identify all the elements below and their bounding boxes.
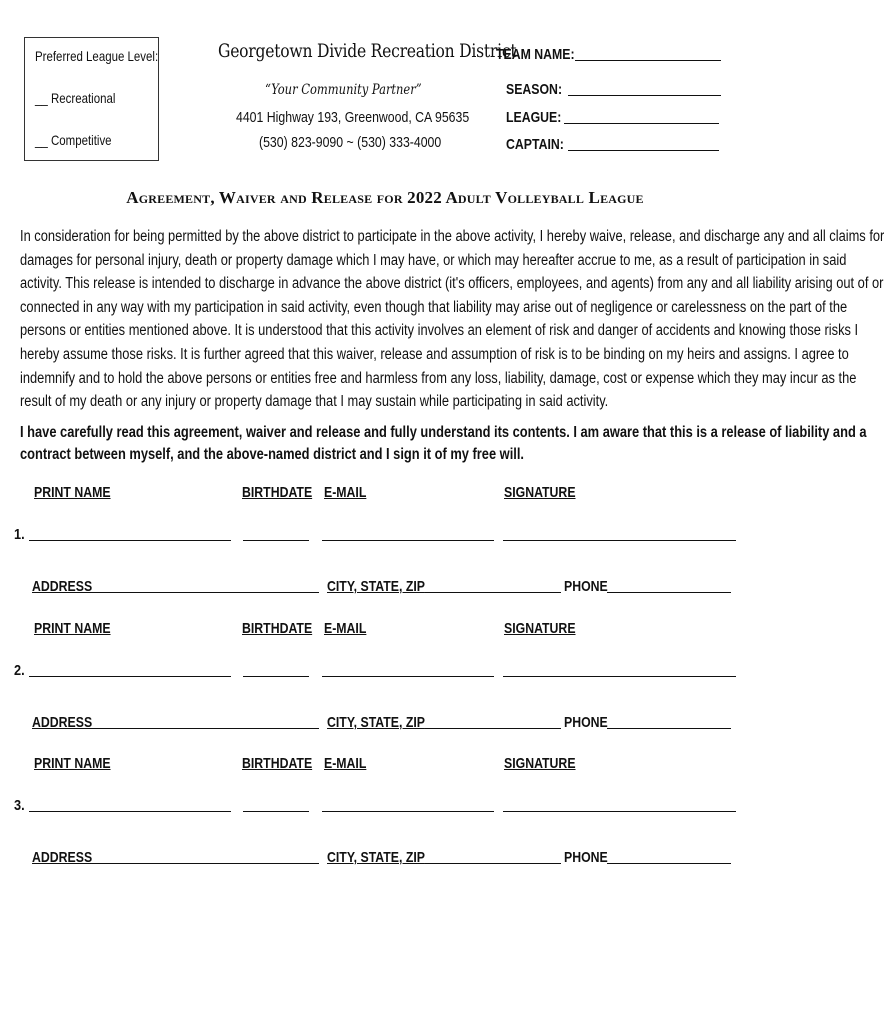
league-field[interactable] xyxy=(496,106,726,126)
league-line[interactable] xyxy=(564,123,719,124)
signature-header: SIGNATURE xyxy=(504,484,576,501)
league-level-title: Preferred League Level: xyxy=(35,48,159,64)
body-line: result of my death or any injury or property damage that I may sustain while participating in said activity. xyxy=(20,393,609,411)
entry-number: 3. xyxy=(14,797,25,814)
league-level-competitive-option[interactable]: __ Competitive xyxy=(35,132,112,148)
phone-line[interactable] xyxy=(607,863,731,864)
address-label: ADDRESS xyxy=(32,714,93,731)
org-phones: (530) 823-9090 ~ (530) 333-4000 xyxy=(259,134,442,151)
birthdate-line[interactable] xyxy=(243,540,309,541)
signature-line[interactable] xyxy=(503,676,736,677)
birthdate-header: BIRTHDATE xyxy=(242,755,313,772)
print-name-header: PRINT NAME xyxy=(34,755,111,772)
birthdate-line[interactable] xyxy=(243,676,309,677)
city-state-zip-line[interactable] xyxy=(425,592,561,593)
body-line: persons or entities mentioned above. It is understood that this activity involves an element of risk and danger of accidents and knowing those risks I xyxy=(20,322,859,340)
address-line[interactable] xyxy=(87,728,319,729)
body-line: connected in any way with my participation in said activity, even though that liability may arise out of negligence or carelessness on the part of the xyxy=(20,298,848,316)
email-header: E-MAIL xyxy=(324,620,367,637)
city-state-zip-line[interactable] xyxy=(425,728,561,729)
phone-label: PHONE xyxy=(564,714,608,731)
signature-line[interactable] xyxy=(503,811,736,812)
signature-line[interactable] xyxy=(503,540,736,541)
email-header: E-MAIL xyxy=(324,484,367,501)
entry-number: 1. xyxy=(14,526,25,543)
league-level-recreational-option[interactable]: __ Recreational xyxy=(35,90,116,106)
season-line[interactable] xyxy=(568,95,721,96)
team-name-line[interactable] xyxy=(575,60,721,61)
phone-line[interactable] xyxy=(607,728,731,729)
org-name: Georgetown Divide Recreation District xyxy=(218,40,517,62)
league-level-box xyxy=(24,37,159,161)
league-label: LEAGUE: xyxy=(506,109,562,126)
captain-field[interactable] xyxy=(496,133,726,153)
print-name-line[interactable] xyxy=(29,540,231,541)
signature-header: SIGNATURE xyxy=(504,620,576,637)
print-name-line[interactable] xyxy=(29,811,231,812)
address-label: ADDRESS xyxy=(32,578,93,595)
body-line: In consideration for being permitted by the above district to participate in the above activity, I hereby waive, release, and discharge any and all claims for xyxy=(20,228,884,245)
birthdate-line[interactable] xyxy=(243,811,309,812)
city-state-zip-label: CITY, STATE, ZIP xyxy=(327,714,425,731)
body-line: indemnify and to hold the above persons or entities free and harmless from any loss, liability, damage, cost or expense which they may incur as the xyxy=(20,369,857,387)
email-header: E-MAIL xyxy=(324,755,367,772)
print-name-header: PRINT NAME xyxy=(34,484,111,501)
phone-label: PHONE xyxy=(564,578,608,595)
captain-label: CAPTAIN: xyxy=(506,136,564,153)
org-address: 4401 Highway 193, Greenwood, CA 95635 xyxy=(236,109,470,126)
body-line: damages for personal injury, death or property damage which I may have, or which may hereafter accrue to me, as a result of participation in said xyxy=(20,251,847,269)
captain-line[interactable] xyxy=(568,150,719,151)
print-name-header: PRINT NAME xyxy=(34,620,111,637)
city-state-zip-line[interactable] xyxy=(425,863,561,864)
address-line[interactable] xyxy=(87,592,319,593)
season-field[interactable] xyxy=(496,78,726,98)
entry-number: 2. xyxy=(14,662,25,679)
team-name-label: TEAM NAME: xyxy=(496,46,575,63)
waiver-body xyxy=(20,225,884,414)
birthdate-header: BIRTHDATE xyxy=(242,484,313,501)
email-line[interactable] xyxy=(322,540,494,541)
signature-header: SIGNATURE xyxy=(504,755,576,772)
ack-line: I have carefully read this agreement, waiver and release and fully understand its contents. I am aware that this is a release of liability and a xyxy=(20,424,867,441)
acknowledgement xyxy=(20,422,867,466)
season-label: SEASON: xyxy=(506,81,563,98)
birthdate-header: BIRTHDATE xyxy=(242,620,313,637)
print-name-line[interactable] xyxy=(29,676,231,677)
city-state-zip-label: CITY, STATE, ZIP xyxy=(327,578,425,595)
address-label: ADDRESS xyxy=(32,849,93,866)
phone-label: PHONE xyxy=(564,849,608,866)
city-state-zip-label: CITY, STATE, ZIP xyxy=(327,849,425,866)
ack-line: contract between myself, and the above-named district and I sign it of my free will. xyxy=(20,446,524,463)
email-line[interactable] xyxy=(322,676,494,677)
email-line[interactable] xyxy=(322,811,494,812)
phone-line[interactable] xyxy=(607,592,731,593)
org-tagline: “Your Community Partner” xyxy=(265,82,422,98)
address-line[interactable] xyxy=(87,863,319,864)
body-line: hereby assume those risks. It is further agreed that this waiver, release and assumption of risk is to be binding on my heirs and assigns. I agree to xyxy=(20,345,849,363)
team-name-field[interactable] xyxy=(496,43,726,63)
body-line: activity. This release is intended to discharge in advance the above district (it's officers, employees, and agents) from any and all liability arising out of or xyxy=(20,275,884,293)
document-title: Agreement, Waiver and Release for 2022 Adult Volleyball League xyxy=(126,188,644,207)
